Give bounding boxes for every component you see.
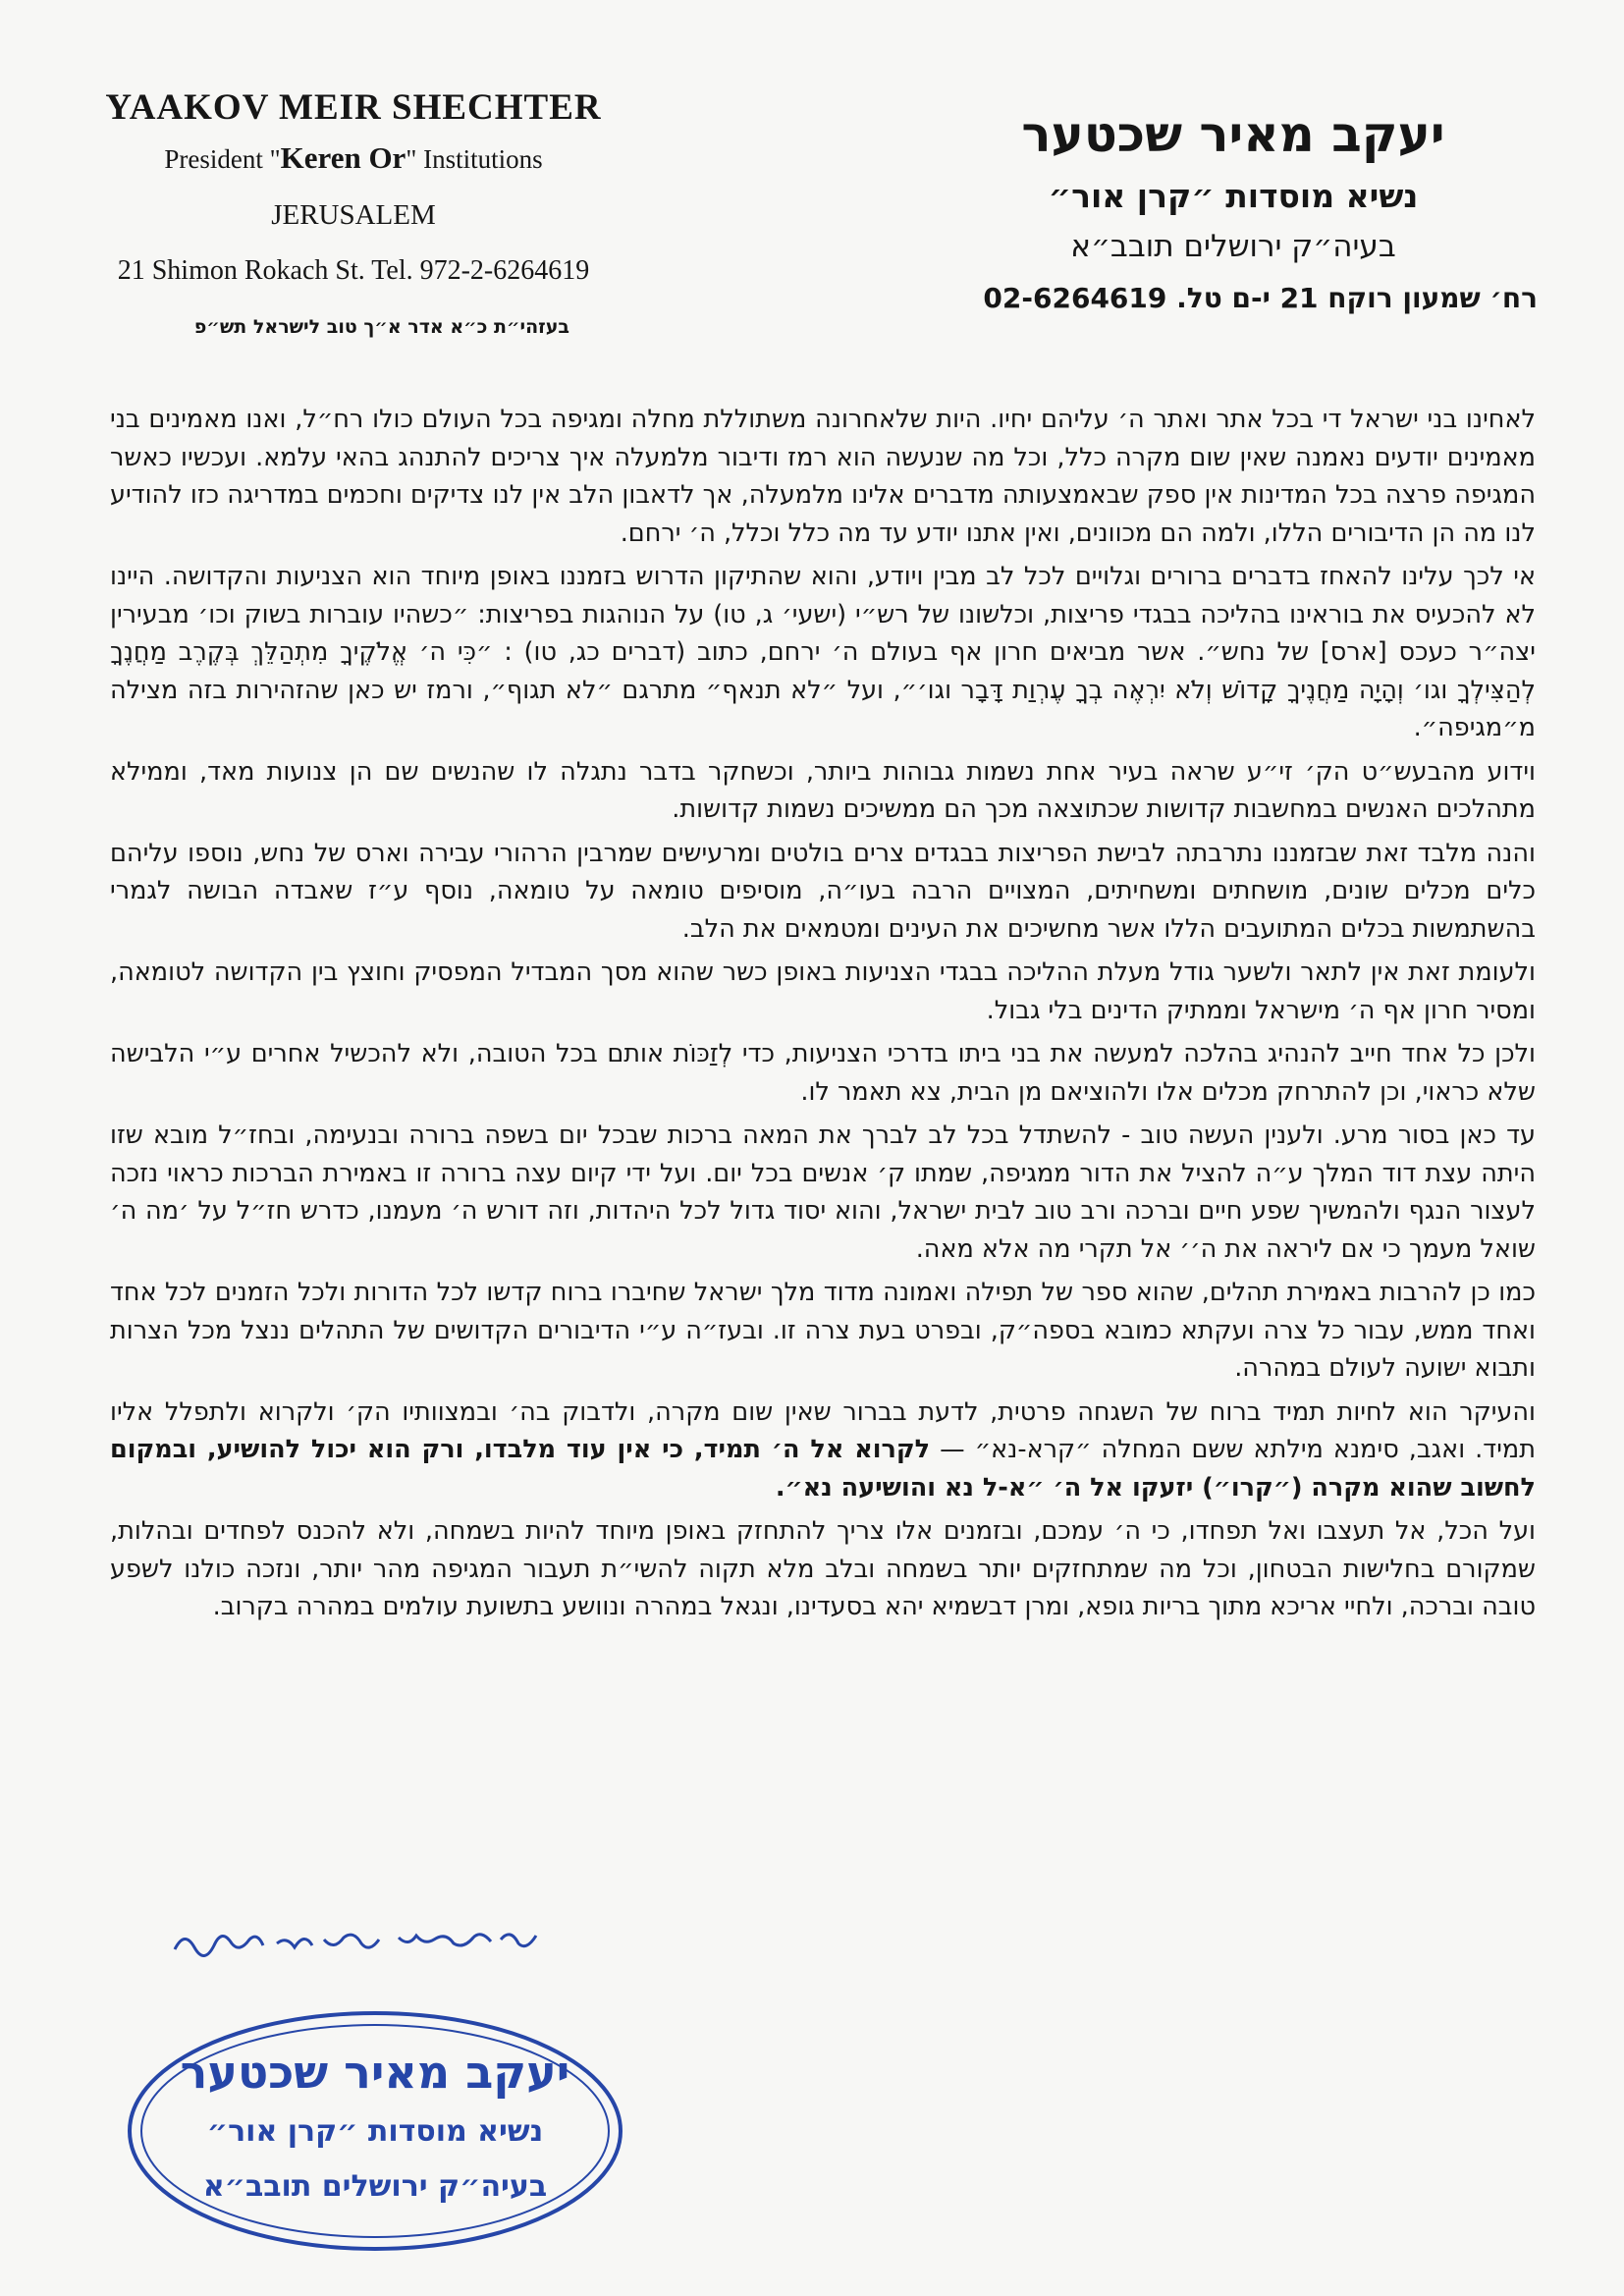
official-stamp bbox=[120, 2003, 630, 2259]
stamp-name: יעקב מאיר שכטער bbox=[180, 2046, 570, 2099]
paragraph-closing: ועל הכל, אל תעצבו ואל תפחדו, כי ה׳ עמכם, ובזמנים אלו צריך להתחזק באופן מיוחד להיות בשמחה, ולא להכנס לפחדים ובהלות, שמקורם בחלישות הבטחון, וכל מה שמתחזקים יותר בשמחה ובלב מלא תקוה להשי״ת תעבור המגיפה מהר יותר, ונזכה כולנו לשפע טובה וברכה, ולחיי אריכא מתוך בריות גופא, ומרן דבשמיא יהא בסעדינו, ונגאל במהרה ונוושע בתשועת עולמים במהרה בקרוב. bbox=[110, 1516, 1536, 1621]
paragraph: עד כאן בסור מרע. ולענין העשה טוב - להשתדל בכל לב לברך את המאה ברכות שבכל יום בשפה ברורה ובנעימה, ובחז״ל מובא שזו היתה עצת דוד המלך ע״ה להציל את הדור ממגיפה, שמתו ק׳ אנשים בכל יום. ועל ידי קיום עצה ברורה זו באמירת הברכות כראוי נזכה לעצור הנגף ולהמשיך שפע חיים וברכה ורב טוב לבית ישראל, והוא יסוד גדול לכל היהדות, וזה דורש ה׳ מעמנו, כדרש חז״ל על ׳מה ה׳ שואל מעמך כי אם ליראה את ה׳׳ אל תקרי מה אלא מאה. bbox=[110, 1121, 1536, 1264]
sender-address-he: רח׳ שמעון רוקח 21 י-ם טל. 02-6264619 bbox=[983, 282, 1538, 314]
paragraph: והנה מלבד זאת שבזמננו נתרבתה לבישת הפריצות בבגדים צרים בולטים ומרעישים שמרבין הרהורי עבירה וארס של נחש, נוספו עליהם כלים מכלים שונים, מושחתים ומשחיתים, המצויים הרבה בעו״ה, מוסיפים טומאה על טומאה, נוסף ע״ז שאבדה הבושה לגמרי בהשתמשות בכלים המתועבים הללו אשר מחשיכים את העינים ומטמאים את הלב. bbox=[110, 838, 1536, 944]
sender-city-he: בעיה״ק ירושלים תובב״א bbox=[1070, 229, 1396, 264]
sender-title-he: נשיא מוסדות ״קרן אור״ bbox=[1048, 177, 1419, 215]
paragraph: כמו כן להרבות באמירת תהלים, שהוא ספר של תפילה ואמונה מדוד מלך ישראל שחיברו ברוח קדשו לכל הדורות ולכל הזמנים לכל אחד ואחד ממש, עבור כל צרה ועקתא כמובא בספה״ק, ובפרט בעת צרה זו. ובעז״ה ע״י הדיבורים הקדושים של התהלים ננצל מכל הצרות ותבוא ישועה לעולם במהרה. bbox=[110, 1278, 1536, 1383]
sender-address-en: 21 Shimon Rokach St. Tel. 972-2-6264619 bbox=[117, 255, 590, 286]
paragraph-emphasis bbox=[110, 1394, 1536, 1507]
letterhead-hebrew bbox=[929, 106, 1538, 314]
paragraph: לאחינו בני ישראל די בכל אתר ואתר ה׳ עליהם יחיו. היות שלאחרונה משתוללת מחלה ומגיפה בכל העולם כולו רח״ל, ואנו מאמינים בני מאמינים יודעים נאמנה שאין שום מקרה כלל, וכל מה שנעשה הוא רמז ודיבור מלמעלה איך צריכים להתנהג בהאי עלמא. ועכשיו כאשר המגיפה פרצה בכל המדינות אין ספק שבאמצעותה מדברים אלינו מלמעלה, אך לדאבון הלב אין לנו צדיקים וחכמים במדריגה כזו להודיע לנו מה הן הדיבורים הללו, ולמה הם מכוונים, ואין אתנו יודע עד מה כלל וכלל, ה׳ ירחם. bbox=[110, 405, 1536, 548]
paragraph-plain-part: והעיקר הוא לחיות תמיד ברוח של השגחה פרטית, לדעת בברור שאין שום מקרה, ולדבוק בה׳ ובמצוותיו הק׳ ולקרוא ולתפלל אליו תמיד. ואגב, סימנא מילתא ששם המחלה ״קרא-נא״ — bbox=[110, 1396, 1536, 1464]
letterhead-english bbox=[79, 86, 628, 287]
handwritten-signature bbox=[167, 1910, 560, 1969]
sender-city-en: JERUSALEM bbox=[271, 199, 436, 231]
sender-name-en: YAAKOV MEIR SHECHTER bbox=[105, 87, 602, 128]
paragraph: ולעומת זאת אין לתאר ולשער גודל מעלת ההליכה בבגדי הצניעות באופן כשר שהוא מסך המבדיל המפסיק וחוצץ בין הקדושה לטומאה, ומסיר חרון אף ה׳ מישראל וממתיק הדינים בלי גבול. bbox=[110, 957, 1536, 1025]
sender-name-he: יעקב מאיר שכטער bbox=[1021, 106, 1445, 163]
letter-body bbox=[110, 401, 1536, 1632]
title-prefix: President " bbox=[164, 144, 281, 174]
sender-title-en bbox=[79, 140, 628, 176]
paragraph: אי לכך עלינו להאחז בדברים ברורים וגלויים לכל לב מבין ויודע, והוא שהתיקון הדרוש בזמננו באופן מיוחד הוא הצניעות והקדושה. היינו לא להכעיס את בוראינו בהליכה בבגדי פריצות, וכלשונו של רש״י (ישעי׳ ג, טו) על הנוהגות בפריצות: ״כשהיו עוברות בשוק וכו׳ מבעירין יצה״ר כעכס [ארס] של נחש״. אשר מביאים חרון אף בעולם ה׳ ירחם, כתוב (דברים כג, טו) : ״כִּי ה׳ אֱלֹקֶיךָ מִתְהַלֵּךְ בְּקֶרֶב מַחֲנֶךָ לְהַצִּילְךָ וגו׳ וְהָיָה מַחֲנֶיךָ קָדוֹשׁ וְלֹא יִרְאֶה בְךָ עֶרְוַת דָּבָר וגו׳״, ועל ״לא תנאף״ מתרגם ״לא תגוף״, ורמז יש כאן שהזהירות בזה מצילה מ״מגיפה״. bbox=[110, 562, 1536, 742]
paragraph: וידוע מהבעש״ט הק׳ זי״ע שראה בעיר אחת נשמות גבוהות ביותר, וכשחקר בדבר נתגלה לו שהנשים שם הן צנועות מאד, וממילא מתהלכים האנשים במחשבות קדושות שכתוצאה מכך הם ממשיכים נשמות קדושות. bbox=[110, 756, 1536, 824]
paragraph-bold-part: לקרוא אל ה׳ תמיד, כי אין עוד מלבדו, ורק הוא יכול להושיע, ובמקום לחשוב שהוא מקרה (״קרו״) יזעקו אל ה׳ ״א-ל נא והושיעה נא״. bbox=[110, 1435, 1536, 1503]
stamp-title: נשיא מוסדות ״קרן אור״ bbox=[206, 2114, 544, 2149]
stamp-city: בעיה״ק ירושלים תובב״א bbox=[202, 2169, 548, 2204]
date-line: בעזהי״ת כ״א אדר א״ך טוב לישראל תש״פ bbox=[193, 316, 569, 338]
title-org: Keren Or bbox=[280, 140, 406, 175]
title-suffix: " Institutions bbox=[406, 144, 543, 174]
paragraph: ולכן כל אחד חייב להנהיג בהלכה למעשה את בני ביתו בדרכי הצניעות, כדי לְזַכּוֹת אותם בכל הטובה, ולא להכשיל אחרים ע״י הלבישה שלא כראוי, וכן להתרחק מכלים אלו ולהוציאם מן הבית, צא תאמר לו. bbox=[110, 1039, 1536, 1107]
